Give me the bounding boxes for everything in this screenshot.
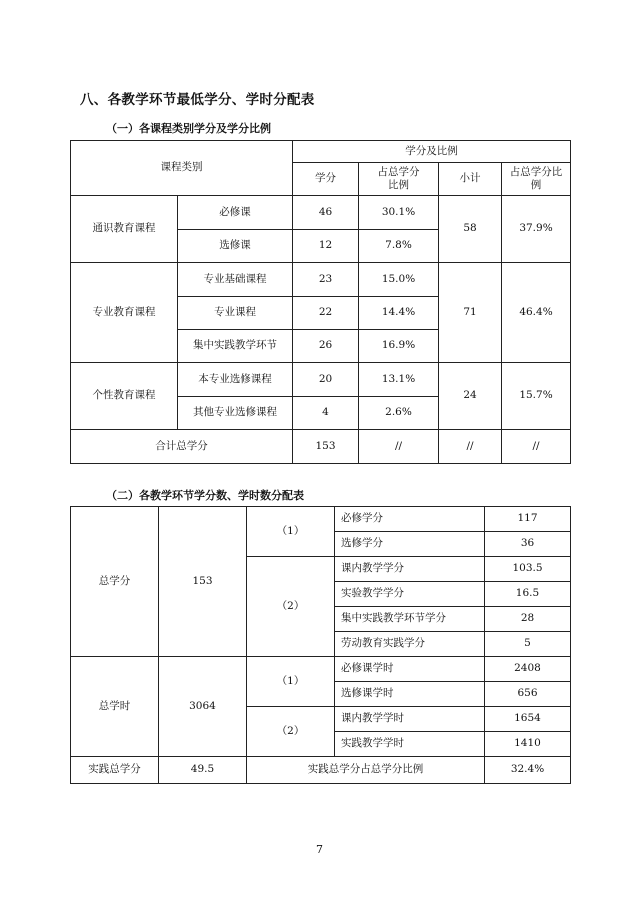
table-row	[71, 196, 571, 230]
item-value: 2408	[485, 657, 571, 682]
header-credits: 学分	[293, 163, 359, 196]
item-value: 16.5	[485, 582, 571, 607]
item-value: 1410	[485, 732, 571, 757]
group-name: 通识教育课程	[71, 196, 178, 263]
group-label: （2）	[247, 707, 335, 757]
total-credits: 153	[293, 430, 359, 464]
group-label: （1）	[247, 507, 335, 557]
group-label: （1）	[247, 657, 335, 707]
credits-cell: 26	[293, 330, 359, 363]
item-name: 劳动教育实践学分	[335, 632, 485, 657]
subtotal-cell: 58	[439, 196, 502, 263]
item-name: 课内教学学分	[335, 557, 485, 582]
course-type: 选修课	[178, 230, 293, 263]
item-value: 1654	[485, 707, 571, 732]
pct-cell: 16.9%	[359, 330, 439, 363]
item-value: 36	[485, 532, 571, 557]
credits-cell: 12	[293, 230, 359, 263]
item-value: 103.5	[485, 557, 571, 582]
page-number: 7	[316, 843, 323, 856]
pct-cell: 30.1%	[359, 196, 439, 230]
pct-cell: 15.0%	[359, 263, 439, 297]
item-name: 实践教学学时	[335, 732, 485, 757]
total-row	[71, 430, 571, 464]
practice-row	[71, 757, 571, 784]
course-type: 必修课	[178, 196, 293, 230]
header-category: 课程类别	[71, 141, 293, 196]
item-name: 课内教学学时	[335, 707, 485, 732]
total-sub-pct: //	[502, 430, 571, 464]
table-row	[71, 263, 571, 297]
table2-caption: （二）各教学环节学分数、学时数分配表	[106, 489, 304, 502]
header-pct: 占总学分 比例	[359, 163, 439, 196]
header-credit-group: 学分及比例	[293, 141, 571, 163]
pct-cell: 2.6%	[359, 397, 439, 430]
credit-category-table	[70, 140, 571, 464]
practice-ratio-value: 32.4%	[485, 757, 571, 784]
course-type: 本专业选修课程	[178, 363, 293, 397]
total-pct: //	[359, 430, 439, 464]
practice-value: 49.5	[159, 757, 247, 784]
section-title: 八、各教学环节最低学分、学时分配表	[80, 92, 315, 108]
sub-pct-cell: 37.9%	[502, 196, 571, 263]
total-hours-label: 总学时	[71, 657, 159, 757]
header-subtotal: 小计	[439, 163, 502, 196]
course-type: 集中实践教学环节	[178, 330, 293, 363]
credits-cell: 4	[293, 397, 359, 430]
table1-caption: （一）各课程类别学分及学分比例	[106, 122, 271, 135]
credits-cell: 46	[293, 196, 359, 230]
table-row	[71, 363, 571, 397]
item-name: 选修课学时	[335, 682, 485, 707]
course-type: 专业课程	[178, 297, 293, 330]
sub-pct-cell: 46.4%	[502, 263, 571, 363]
item-value: 117	[485, 507, 571, 532]
subtotal-cell: 71	[439, 263, 502, 363]
item-name: 必修课学时	[335, 657, 485, 682]
course-type: 其他专业选修课程	[178, 397, 293, 430]
total-subtotal: //	[439, 430, 502, 464]
item-value: 656	[485, 682, 571, 707]
credits-cell: 20	[293, 363, 359, 397]
total-credits-value: 153	[159, 507, 247, 657]
item-value: 28	[485, 607, 571, 632]
group-name: 个性教育课程	[71, 363, 178, 430]
item-name: 实验教学学分	[335, 582, 485, 607]
item-value: 5	[485, 632, 571, 657]
group-label: （2）	[247, 557, 335, 657]
total-hours-value: 3064	[159, 657, 247, 757]
credits-cell: 22	[293, 297, 359, 330]
group-name: 专业教育课程	[71, 263, 178, 363]
item-name: 集中实践教学环节学分	[335, 607, 485, 632]
item-name: 必修学分	[335, 507, 485, 532]
total-credits-label: 总学分	[71, 507, 159, 657]
table-row	[71, 657, 571, 682]
pct-cell: 7.8%	[359, 230, 439, 263]
practice-label: 实践总学分	[71, 757, 159, 784]
course-type: 专业基础课程	[178, 263, 293, 297]
practice-ratio-label: 实践总学分占总学分比例	[247, 757, 485, 784]
item-name: 选修学分	[335, 532, 485, 557]
credits-cell: 23	[293, 263, 359, 297]
subtotal-cell: 24	[439, 363, 502, 430]
total-label: 合计总学分	[71, 430, 293, 464]
pct-cell: 13.1%	[359, 363, 439, 397]
table-row	[71, 507, 571, 532]
pct-cell: 14.4%	[359, 297, 439, 330]
credit-hour-table	[70, 506, 571, 784]
header-sub-pct: 占总学分比 例	[502, 163, 571, 196]
sub-pct-cell: 15.7%	[502, 363, 571, 430]
